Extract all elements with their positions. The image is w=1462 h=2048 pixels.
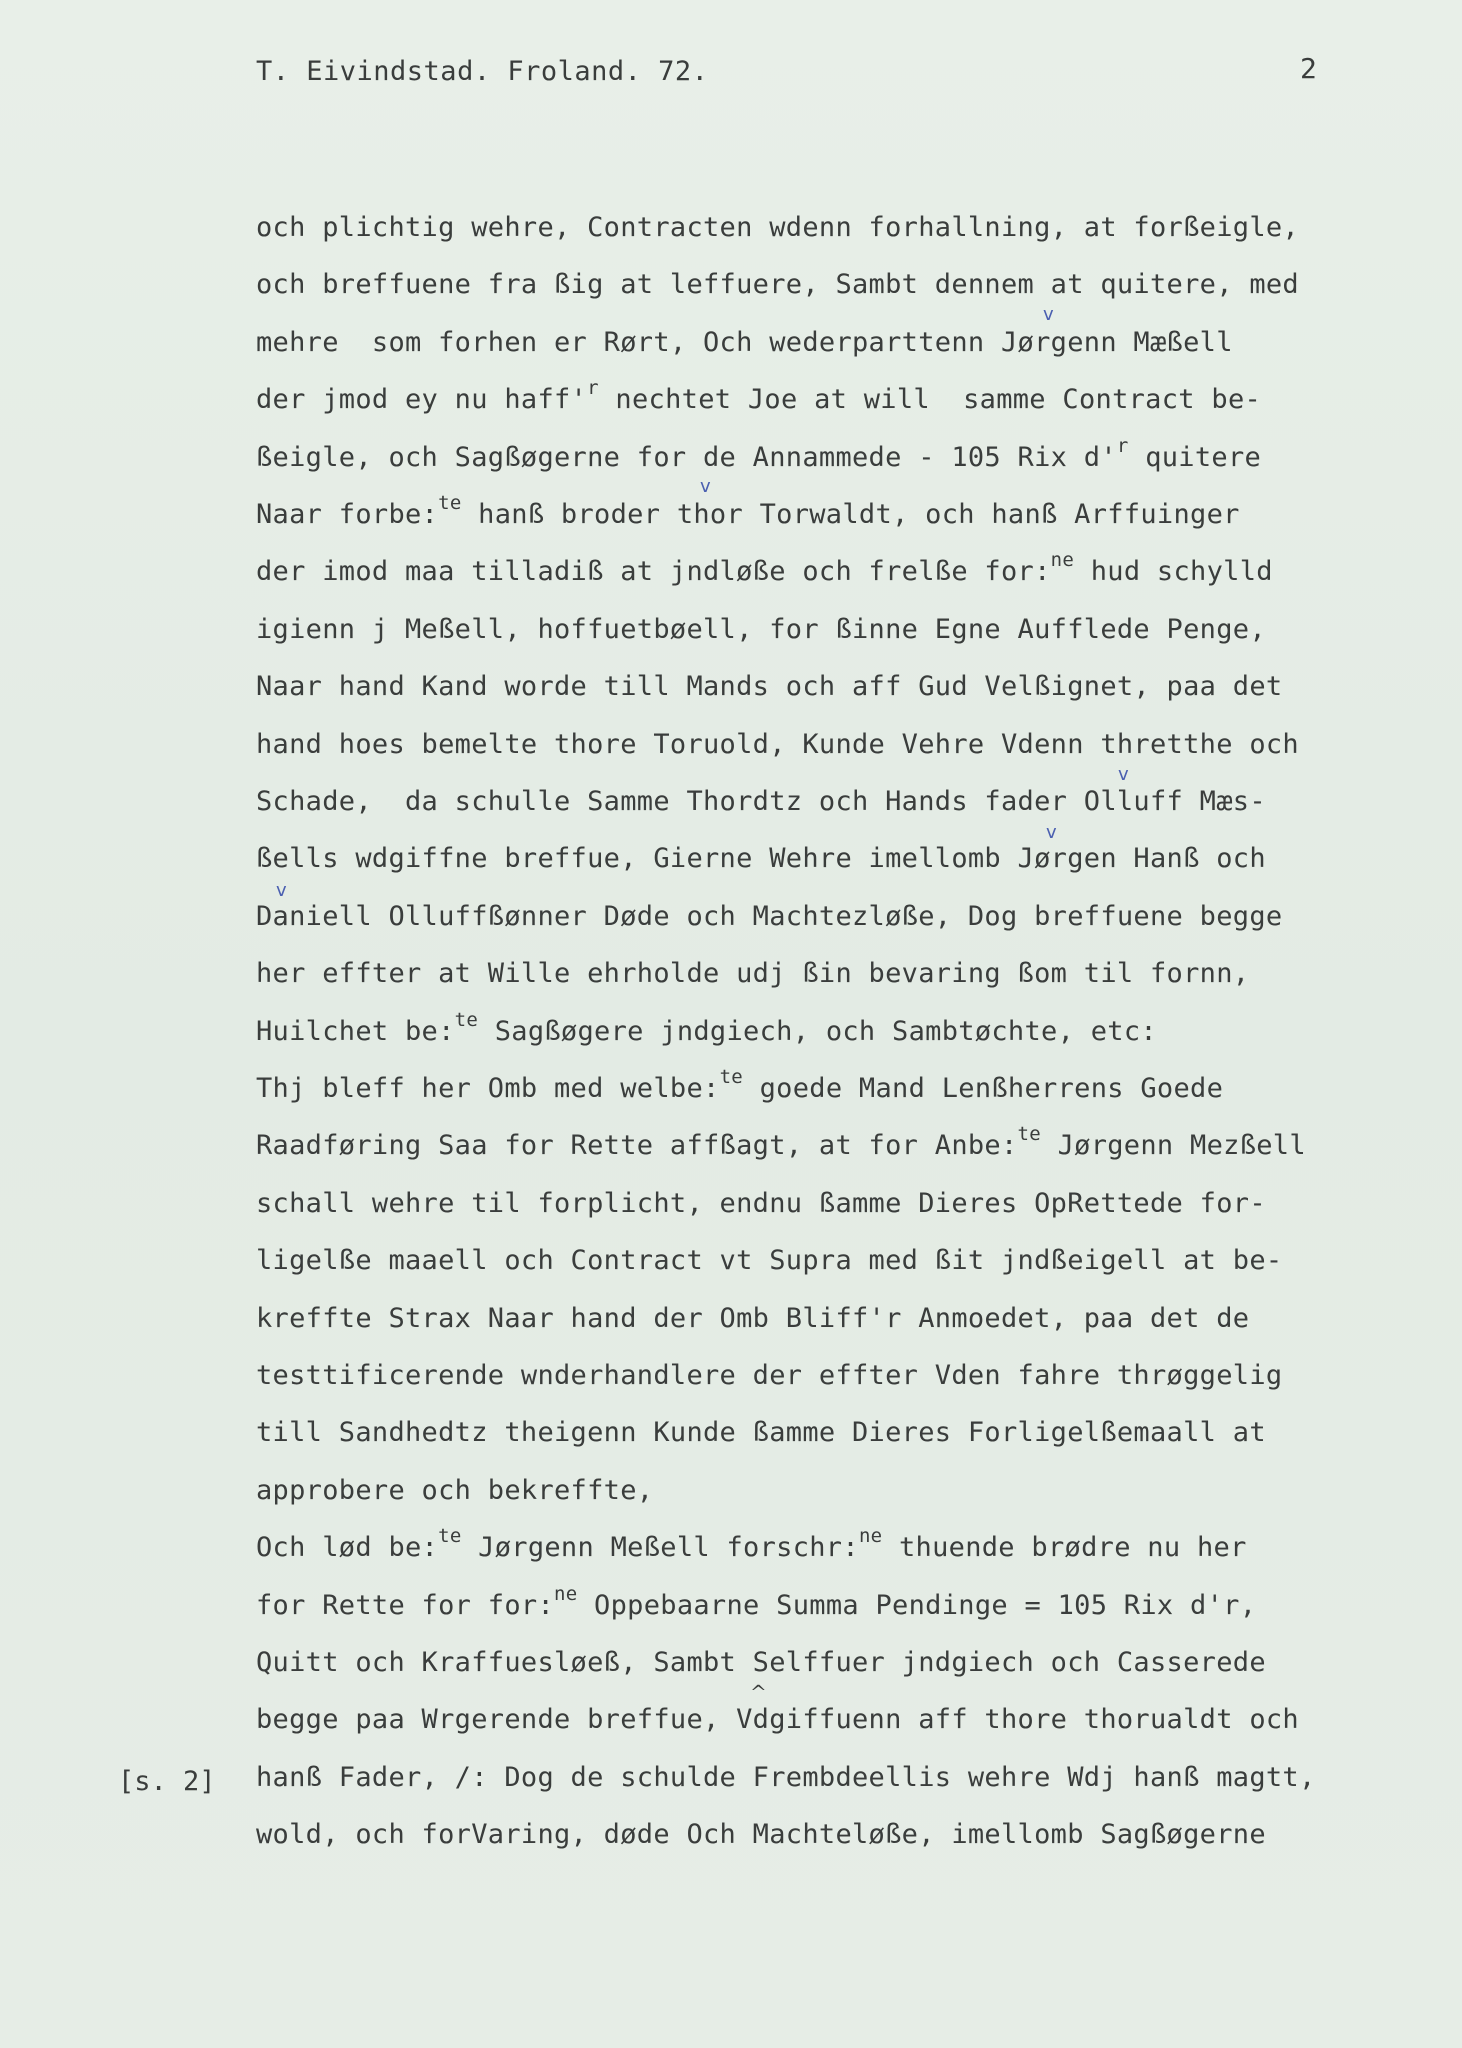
text-line — [256, 269, 1299, 300]
handwritten-check-mark: v — [276, 880, 287, 901]
line-segment: Jørgenn Meßell forschr: — [461, 1532, 859, 1564]
superscript: te — [438, 492, 462, 514]
text-line — [256, 1123, 1306, 1162]
line-segment: hanß Fader, /: Dog de schulde Frembdeellis wehre Wdj hanß magtt, — [256, 1761, 1316, 1793]
page-number: 2 — [1300, 52, 1317, 85]
handwritten-check-mark: v — [1046, 822, 1057, 843]
superscript: ne — [1050, 549, 1075, 572]
line-segment: der jmod ey nu haff' — [256, 384, 588, 416]
line-segment: for Rette for for: — [256, 1589, 554, 1621]
text-line — [256, 1819, 1266, 1850]
superscript: r — [1116, 434, 1129, 457]
line-segment: quitere — [1128, 441, 1262, 473]
line-segment: igienn j Meßell, hoffuetbøell, for ßinne Egne Aufflede Penge, — [256, 613, 1266, 645]
text-line — [256, 1762, 1316, 1793]
line-segment: Jørgenn Mezßell — [1041, 1130, 1306, 1162]
text-line — [256, 212, 1299, 243]
line-segment: Schade, da schulle Samme Thordtz och Hands fader Olluff Mæs- — [256, 786, 1266, 817]
superscript: te — [1017, 1123, 1042, 1146]
text-line — [256, 434, 1262, 473]
text-line — [256, 1188, 1266, 1219]
line-segment: hud schylld — [1074, 556, 1273, 588]
line-segment: ligelße maaell och Contract vt Supra med ßit jndßeigell at be- — [256, 1245, 1283, 1277]
line-segment: testtificerende wnderhandlere der effter Vden fahre thrøggelig — [256, 1360, 1283, 1391]
text-line — [256, 1647, 1266, 1678]
line-segment: wold, och forVaring, døde Och Machteløße, imellomb Sagßøgerne — [256, 1819, 1266, 1851]
text-line — [256, 1360, 1282, 1391]
text-line — [256, 843, 1266, 874]
line-segment: goede Mand Lenßherrens Goede — [743, 1073, 1224, 1104]
text-line — [256, 1582, 1257, 1621]
handwritten-check-mark: v — [1118, 764, 1129, 785]
superscript: ne — [554, 1582, 578, 1605]
line-segment: ßells wdgiffne breffue, Gierne Wehre imellomb Jørgen Hanß och — [256, 843, 1266, 875]
line-segment: her effter at Wille ehrholde udj ßin bevaring ßom til fornn, — [256, 958, 1250, 990]
line-segment: hand hoes bemelte thore Toruold, Kunde Vehre Vdenn thretthe och — [256, 728, 1299, 760]
line-segment: der imod maa tilladiß at jndløße och frelße for: — [256, 556, 1051, 588]
line-segment: till Sandhedtz theigenn Kunde ßamme Dieres Forligelßemaall at — [256, 1417, 1266, 1449]
superscript: r — [587, 377, 599, 400]
line-segment: och plichtig wehre, Contracten wdenn forhallning, at forßeigle, — [256, 212, 1299, 243]
text-line — [256, 1704, 1299, 1735]
text-line — [256, 377, 1262, 416]
line-segment: Sagßøgere jndgiech, och Sambtøchte, etc: — [478, 1015, 1157, 1047]
text-line — [256, 614, 1266, 645]
text-line — [256, 729, 1299, 760]
line-segment: och breffuene fra ßig at leffuere, Sambt dennem at quitere, med — [256, 269, 1299, 301]
page-header: T. Eivindstad. Froland. 72. — [256, 56, 709, 87]
line-segment: Naar hand Kand worde till Mands och aff Gud Velßignet, paa det — [256, 671, 1283, 703]
line-segment: Huilchet be: — [256, 1015, 455, 1047]
text-line — [256, 549, 1273, 588]
line-segment: nechtet Joe at will samme Contract be- — [598, 384, 1262, 416]
text-line — [256, 958, 1249, 989]
text-line — [256, 1008, 1157, 1047]
line-segment: begge paa Wrgerende breffue, Vdgiffuenn aff thore thorualdt och — [256, 1704, 1299, 1736]
superscript: ne — [858, 1525, 883, 1548]
line-segment: kreffte Strax Naar hand der Omb Bliff'r Anmoedet, paa det de — [256, 1302, 1250, 1334]
text-line — [256, 901, 1282, 932]
text-line — [256, 1525, 1247, 1564]
line-segment: Daniell Olluffßønner Døde och Machtezløße, Dog breffuene begge — [256, 900, 1283, 932]
line-segment: schall wehre til forplicht, endnu ßamme Dieres OpRettede for- — [256, 1187, 1266, 1219]
text-line — [256, 1303, 1249, 1334]
text-line — [256, 1475, 653, 1506]
line-segment: hanß broder thor Torwaldt, och hanß Arffuinger — [461, 499, 1240, 530]
line-segment: ßeigle, och Sagßøgerne for de Annammede - 105 Rix d' — [256, 441, 1117, 473]
line-segment: thuende brødre nu her — [882, 1532, 1247, 1564]
text-line — [256, 671, 1282, 702]
line-segment: Raadføring Saa for Rette affßagt, at for Anbe: — [256, 1130, 1018, 1162]
superscript: te — [438, 1525, 462, 1548]
margin-note: [s. 2] — [118, 1766, 216, 1797]
line-segment: Quitt och Kraffuesløeß, Sambt Selffuer jndgiech och Casserede — [256, 1647, 1266, 1678]
text-line — [256, 1417, 1266, 1448]
superscript: te — [454, 1008, 479, 1031]
text-line — [256, 492, 1240, 530]
text-line — [256, 1066, 1224, 1104]
line-segment: Naar forbe: — [256, 499, 439, 530]
line-segment: mehre som forhen er Rørt, Och wederparttenn Jørgenn Mæßell — [256, 326, 1233, 358]
caret-insertion-mark: ^ — [750, 1680, 767, 1704]
text-line — [256, 786, 1266, 817]
text-line — [256, 327, 1233, 358]
line-segment: approbere och bekreffte, — [256, 1474, 654, 1506]
text-line — [256, 1245, 1282, 1276]
handwritten-check-mark: v — [1043, 304, 1054, 325]
superscript: te — [719, 1066, 744, 1088]
line-segment: Och lød be: — [256, 1532, 439, 1564]
line-segment: Oppebaarne Summa Pendinge = 105 Rix d'r, — [577, 1589, 1257, 1621]
handwritten-check-mark: v — [700, 476, 711, 497]
line-segment: Thj bleff her Omb med welbe: — [256, 1073, 720, 1104]
